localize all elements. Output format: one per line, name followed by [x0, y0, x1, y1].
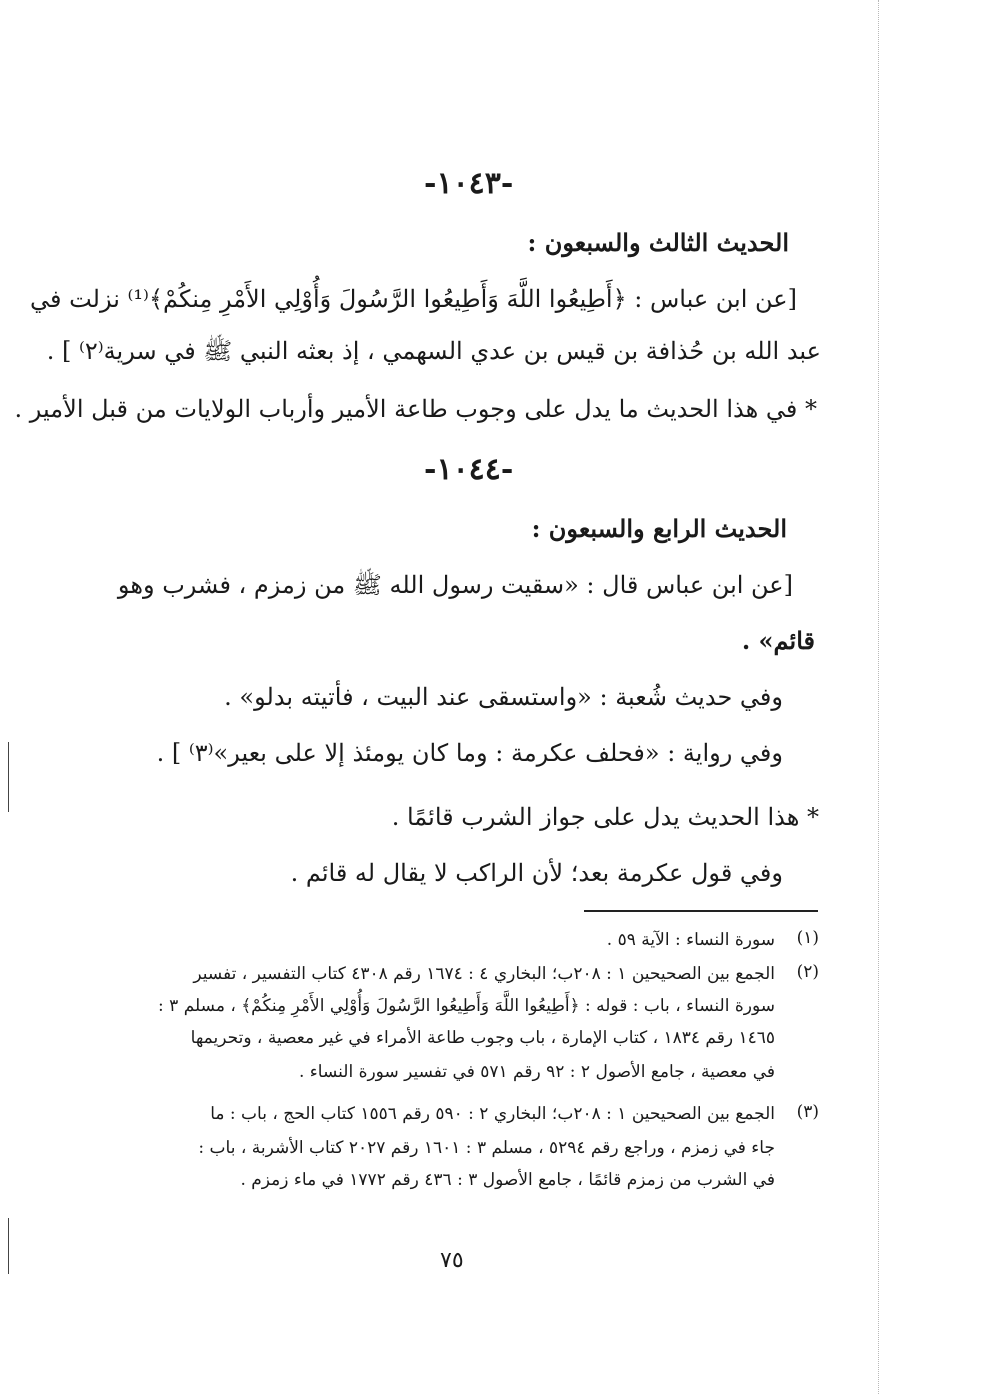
scan-mark-upper: [8, 742, 9, 812]
footnote-2-line-1: الجمع بين الصحيحين ١ : ٢٠٨ب؛ البخاري ٤ : ١٦٧٤ رقم ٤٣٠٨ كتاب التفسير ، تفسير: [193, 964, 775, 984]
footnote-2-line-3: ١٤٦٥ رقم ١٨٣٤ ، كتاب الإمارة ، باب وجوب طاعة الأمراء في غير معصية ، وتحريمها: [190, 1028, 775, 1048]
footnote-2-line-2: سورة النساء ، باب : قوله : ﴿أَطِيعُوا اللَّهَ وَأَطِيعُوا الرَّسُولَ وَأُوْلِي الأَمْرِ مِنكُمْ﴾ ، مسلم ٣ :: [158, 996, 775, 1016]
hadith-heading-1043: الحديث الثالث والسبعون :: [527, 228, 789, 257]
footnote-1-number: (١): [796, 928, 819, 948]
hadith-1044-line-1: [عن ابن عباس قال : «سقيت رسول الله ﷺ من زمزم ، فشرب وهو: [117, 571, 793, 599]
hadith-1044-line-5: وفي قول عكرمة بعد؛ لأن الراكب لا يقال له قائم .: [290, 859, 783, 887]
hadith-number-1043: -١٠٤٣-: [424, 166, 514, 201]
hadith-heading-1044: الحديث الرابع والسبعون :: [531, 514, 787, 543]
footnote-2-line-4: في معصية ، جامع الأصول ٢ : ٩٢ رقم ٥٧١ في تفسير سورة النساء .: [298, 1062, 775, 1082]
page-number: ٧٥: [440, 1248, 464, 1273]
hadith-1043-comment: * في هذا الحديث ما يدل على وجوب طاعة الأمير وأرباب الولايات من قبل الأمير .: [14, 395, 817, 423]
footnote-3-line-3: في الشرب من زمزم قائمًا ، جامع الأصول ٣ : ٤٣٦ رقم ١٧٧٢ في ماء زمزم .: [240, 1170, 775, 1190]
hadith-1044-comment: * هذا الحديث يدل على جواز الشرب قائمًا .: [391, 803, 819, 831]
hadith-1043-line-1: [عن ابن عباس : ﴿أَطِيعُوا اللَّهَ وَأَطِيعُوا الرَّسُولَ وَأُوْلِي الأَمْرِ مِنكُمْ﴾⁽¹⁾ نزلت في: [29, 285, 797, 313]
hadith-1044-line-4: وفي رواية : «فحلف عكرمة : وما كان يومئذ إلا على بعير»⁽٣⁾ ] .: [156, 739, 783, 767]
hadith-1044-line-3: وفي حديث شُعبة : «واستسقى عند البيت ، فأتيته بدلو» .: [224, 683, 783, 711]
footnote-3-line-2: جاء في زمزم ، وراجع رقم ٥٢٩٤ ، مسلم ٣ : ١٦٠١ رقم ٢٠٢٧ كتاب الأشربة ، باب :: [198, 1138, 775, 1158]
hadith-1044-line-2: قائم» .: [741, 626, 815, 655]
footnote-3-line-1: الجمع بين الصحيحين ١ : ٢٠٨ب؛ البخاري ٢ : ٥٩٠ رقم ١٥٥٦ كتاب الحج ، باب : ما: [210, 1104, 775, 1124]
scan-mark-lower: [8, 1218, 9, 1274]
hadith-number-1044: -١٠٤٤-: [424, 452, 514, 487]
footnote-divider: [584, 910, 818, 912]
scan-fold-line: [878, 0, 879, 1394]
footnote-1-line-1: سورة النساء : الآية ٥٩ .: [606, 930, 775, 950]
footnote-3-number: (٣): [796, 1102, 819, 1122]
hadith-1043-line-2: عبد الله بن حُذافة بن قيس بن عدي السهمي ، إذ بعثه النبي ﷺ في سرية⁽٢⁾ ] .: [46, 337, 821, 365]
footnote-2-number: (٢): [796, 962, 819, 982]
